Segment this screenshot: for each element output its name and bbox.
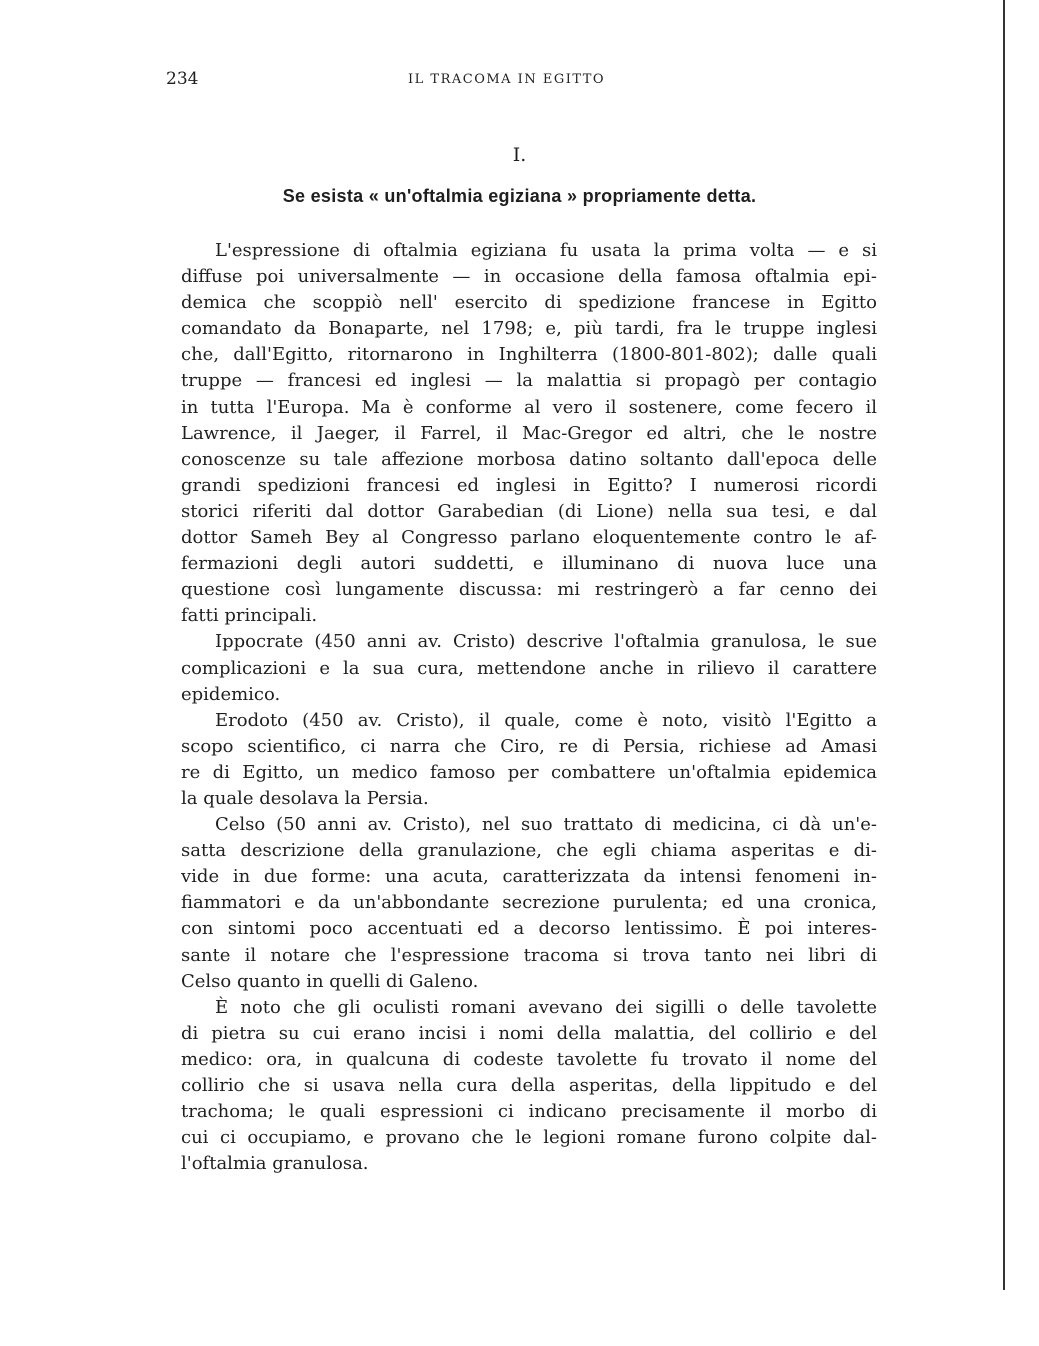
text-line: comandato da Bonaparte, nel 1798; e, più tardi, fra le truppe inglesi: [181, 318, 877, 340]
section-title: Se esista « un'oftalmia egiziana » propriamente detta.: [282, 186, 757, 206]
text-line: Erodoto (450 av. Cristo), il quale, come è noto, visitò l'Egitto a: [215, 709, 877, 731]
text-line: epidemico.: [181, 683, 281, 705]
text-line: L'espressione di oftalmia egiziana fu usata la prima volta — e si: [215, 240, 877, 261]
text-line: Lawrence, il Jaeger, il Farrel, il Mac-Gregor ed altri, che le nostre: [181, 422, 877, 444]
text-line: con sintomi poco accentuati ed a decorso lentissimo. È poi interes-: [181, 918, 877, 940]
text-line: fiammatori e da un'abbondante secrezione purulenta; ed una cronica,: [181, 892, 877, 914]
text-line: medico: ora, in qualcuna di codeste tavolette fu trovato il nome del: [181, 1048, 877, 1070]
text-line: satta descrizione della granulazione, che egli chiama asperitas e di-: [181, 840, 877, 862]
text-line: truppe — francesi ed inglesi — la malattia si propagò per contagio: [181, 370, 877, 392]
text-line: cui ci occupiamo, e provano che le legioni romane furono colpite dal-: [181, 1127, 877, 1149]
text-line: conoscenze su tale affezione morbosa datino soltanto dall'epoca delle: [181, 448, 877, 470]
text-line: vide in due forme: una acuta, caratterizzata da intensi fenomeni in-: [181, 866, 877, 888]
text-line: grandi spedizioni francesi ed inglesi in Egitto? I numerosi ricordi: [181, 474, 877, 496]
text-line: fatti principali.: [181, 605, 318, 627]
text-line: in tutta l'Europa. Ma è conforme al vero il sostenere, come fecero il: [181, 396, 877, 418]
text-line: che, dall'Egitto, ritornarono in Inghilterra (1800-801-802); dalle quali: [181, 344, 877, 366]
section-number: I.: [512, 144, 527, 166]
text-line: complicazioni e la sua cura, mettendone anche in rilievo il carattere: [181, 657, 877, 679]
text-line: diffuse poi universalmente — in occasione della famosa oftalmia epi-: [181, 266, 877, 288]
text-line: collirio che si usava nella cura della asperitas, della lippitudo e del: [181, 1075, 877, 1096]
text-line: la quale desolava la Persia.: [181, 787, 429, 809]
text-line: storici riferiti dal dottor Garabedian (di Lione) nella sua tesi, e dal: [181, 500, 877, 522]
page-number: 234: [166, 69, 199, 89]
text-line: È noto che gli oculisti romani avevano dei sigilli o delle tavolette: [215, 996, 877, 1018]
text-line: sante il notare che l'espressione tracoma si trova tanto nei libri di: [181, 944, 877, 966]
body-text: [181, 238, 877, 1177]
text-line: Ippocrate (450 anni av. Cristo) descrive l'oftalmia granulosa, le sue: [215, 631, 877, 653]
text-line: di pietra su cui erano incisi i nomi della malattia, del collirio e del: [181, 1022, 877, 1044]
text-line: l'oftalmia granulosa.: [181, 1153, 369, 1175]
text-line: Celso quanto in quelli di Galeno.: [181, 970, 479, 992]
text-line: re di Egitto, un medico famoso per combattere un'oftalmia epidemica: [181, 761, 877, 783]
text-line: questione così lungamente discussa: mi restringerò a far cenno dei: [181, 579, 877, 601]
text-line: dottor Sameh Bey al Congresso parlano eloquentemente contro le af-: [181, 527, 877, 549]
text-line: fermazioni degli autori suddetti, e illuminano di nuova luce una: [181, 553, 877, 575]
text-line: demica che scoppiò nell' esercito di spedizione francese in Egitto: [181, 292, 877, 314]
running-title: IL TRACOMA IN EGITTO: [408, 72, 606, 87]
text-line: Celso (50 anni av. Cristo), nel suo trattato di medicina, ci dà un'e-: [215, 814, 877, 836]
text-line: scopo scientifico, ci narra che Ciro, re di Persia, richiese ad Amasi: [181, 735, 877, 757]
text-line: trachoma; le quali espressioni ci indicano precisamente il morbo di: [181, 1101, 877, 1123]
